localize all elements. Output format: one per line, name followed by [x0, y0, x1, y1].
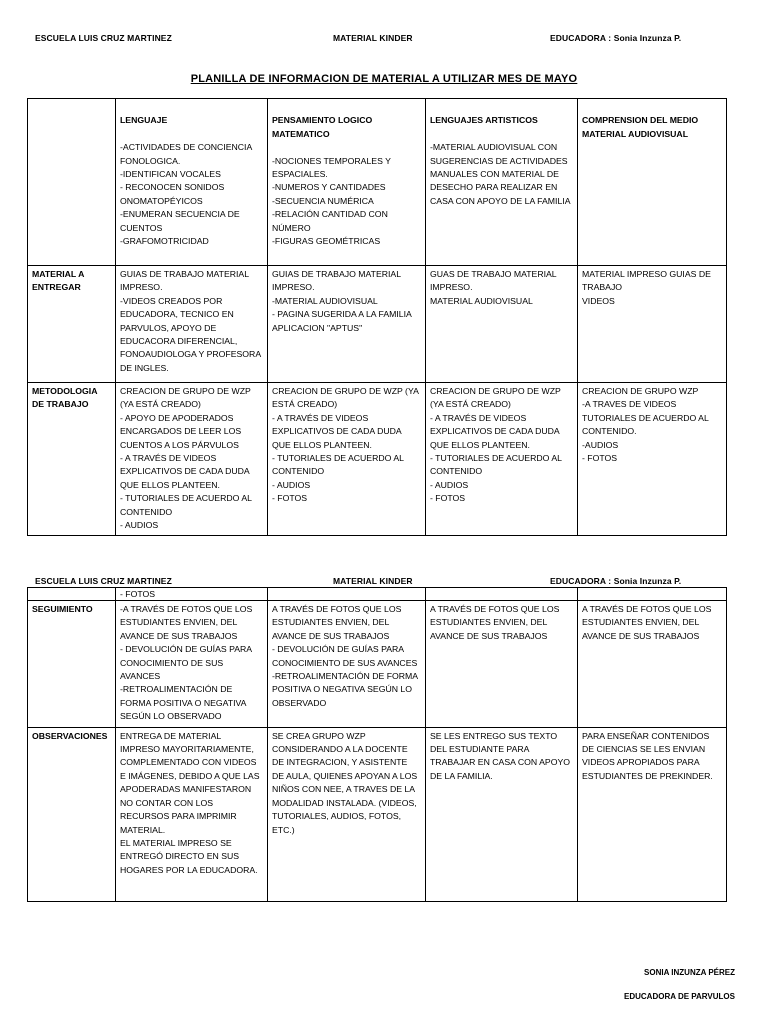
column-header: LENGUAJES ARTISTICOS: [430, 115, 538, 126]
empty-cell: [268, 588, 426, 601]
column-detail: -ACTIVIDADES DE CONCIENCIA FONOLOGICA. -IDENTIFICAN VOCALES - RECONOCEN SONIDOS ONOMATOPÉYICOS -ENUMERAN SECUENCIA DE CUENTOS -GRAFOMOTRICIDAD: [120, 142, 252, 247]
table-cell: A TRAVÉS DE FOTOS QUE LOS ESTUDIANTES ENVIEN, DEL AVANCE DE SUS TRABAJOS: [578, 601, 727, 728]
followup-table: [27, 587, 727, 902]
column-comprension-medio: [578, 99, 727, 266]
educator-name: EDUCADORA : Sonia Inzunza P.: [550, 33, 682, 43]
material-label: MATERIAL KINDER: [333, 576, 413, 586]
table-cell: GUIAS DE TRABAJO MATERIAL IMPRESO. -MATERIAL AUDIOVISUAL - PAGINA SUGERIDA A LA FAMILIA APLICACION "APTUS": [268, 265, 426, 382]
school-name: ESCUELA LUIS CRUZ MARTINEZ: [35, 33, 172, 43]
table-row: [28, 265, 727, 382]
table-cell: SE LES ENTREGO SUS TEXTO DEL ESTUDIANTE PARA TRABAJAR EN CASA CON APOYO DE LA FAMILIA.: [426, 727, 578, 901]
table-row: [28, 601, 727, 728]
table-cell: CREACION DE GRUPO DE WZP (YA ESTÁ CREADO) - A TRAVÉS DE VIDEOS EXPLICATIVOS DE CADA DUDA QUE ELLOS PLANTEEN. - TUTORIALES DE ACUERDO AL CONTENIDO - AUDIOS - FOTOS: [268, 382, 426, 535]
column-header: COMPRENSION DEL MEDIO MATERIAL AUDIOVISUAL: [582, 115, 699, 139]
continuation-row: [28, 588, 727, 601]
column-header: LENGUAJE: [120, 115, 168, 126]
table-cell: GUAS DE TRABAJO MATERIAL IMPRESO. MATERIAL AUDIOVISUAL: [426, 265, 578, 382]
table-cell: CREACION DE GRUPO DE WZP (YA ESTÁ CREADO) - A TRAVÉS DE VIDEOS EXPLICATIVOS DE CADA DUDA QUE ELLOS PLANTEEN. - TUTORIALES DE ACUERDO AL CONTENIDO - AUDIOS - FOTOS: [426, 382, 578, 535]
material-label: MATERIAL KINDER: [333, 33, 413, 43]
corner-cell: [28, 99, 116, 266]
table-header-row: [28, 99, 727, 266]
table-row: [28, 382, 727, 535]
column-pensamiento-logico: [268, 99, 426, 266]
column-detail: -MATERIAL AUDIOVISUAL CON SUGERENCIAS DE ACTIVIDADES MANUALES CON MATERIAL DE DESECHO PARA REALIZAR EN CASA CON APOYO DE LA FAMILIA: [430, 142, 571, 206]
signature-name: SONIA INZUNZA PÉREZ: [644, 968, 735, 977]
empty-cell: [28, 588, 116, 601]
material-table: [27, 98, 727, 536]
table-cell: SE CREA GRUPO WZP CONSIDERANDO A LA DOCENTE DE INTEGRACION, Y ASISTENTE DE AULA, QUIENES APOYAN A LOS NIÑOS CON NEE, A TRAVES DE LA MODALIDAD INSTALADA. (VIDEOS, TUTORIALES, AUDIOS, FOTOS, ETC.): [268, 727, 426, 901]
column-detail: -NOCIONES TEMPORALES Y ESPACIALES. -NUMEROS Y CANTIDADES -SECUENCIA NUMÉRICA -RELACIÓN CANTIDAD CON NÚMERO -FIGURAS GEOMÉTRICAS: [272, 155, 391, 247]
row-label-material: MATERIAL A ENTREGAR: [28, 265, 116, 382]
table-cell: A TRAVÉS DE FOTOS QUE LOS ESTUDIANTES ENVIEN, DEL AVANCE DE SUS TRABAJOS: [426, 601, 578, 728]
table-cell: -A TRAVÉS DE FOTOS QUE LOS ESTUDIANTES ENVIEN, DEL AVANCE DE SUS TRABAJOS - DEVOLUCIÓN DE GUÍAS PARA CONOCIMIENTO DE SUS AVANCES -RETROALIMENTACIÓN DE FORMA POSITIVA O NEGATIVA SEGÚN LO OBSERVADO: [116, 601, 268, 728]
table-row: [28, 727, 727, 901]
table-cell: ENTREGA DE MATERIAL IMPRESO MAYORITARIAMENTE, COMPLEMENTADO CON VIDEOS E IMÁGENES, DEBIDO A QUE LAS APODERADAS MANIFESTARON NO CONTAR CON LOS RECURSOS PARA IMPRIMIR MATERIAL. EL MATERIAL IMPRESO SE ENTREGÓ DIRECTO EN SUS HOGARES POR LA EDUCADORA.: [116, 727, 268, 901]
signature-role: EDUCADORA DE PARVULOS: [624, 992, 735, 1001]
row-label-observaciones: OBSERVACIONES: [28, 727, 116, 901]
table-cell: CREACION DE GRUPO WZP -A TRAVES DE VIDEOS TUTORIALES DE ACUERDO AL CONTENIDO. -AUDIOS - FOTOS: [578, 382, 727, 535]
table-cell: GUIAS DE TRABAJO MATERIAL IMPRESO. -VIDEOS CREADOS POR EDUCADORA, TECNICO EN PARVULOS, APOYO DE EDUCACORA DIFERENCIAL, FONOAUDIOLOGA Y PROFESORA DE INGLES.: [116, 265, 268, 382]
table-cell: A TRAVÉS DE FOTOS QUE LOS ESTUDIANTES ENVIEN, DEL AVANCE DE SUS TRABAJOS - DEVOLUCIÓN DE GUÍAS PARA CONOCIMIENTO DE SUS AVANCES -RETROALIMENTACIÓN DE FORMA POSITIVA O NEGATIVA SEGÚN LO OBSERVADO: [268, 601, 426, 728]
educator-name: EDUCADORA : Sonia Inzunza P.: [550, 576, 682, 586]
column-header: PENSAMIENTO LOGICO MATEMATICO: [272, 115, 373, 139]
table-cell: CREACION DE GRUPO DE WZP (YA ESTÁ CREADO) - APOYO DE APODERADOS ENCARGADOS DE LEER LOS CUENTOS A LOS PÁRVULOS - A TRAVÉS DE VIDEOS EXPLICATIVOS DE CADA DUDA QUE ELLOS PLANTEEN. - TUTORIALES DE ACUERDO AL CONTENIDO - AUDIOS: [116, 382, 268, 535]
empty-cell: [578, 588, 727, 601]
page-header: [0, 33, 768, 47]
row-label-metodologia: METODOLOGIA DE TRABAJO: [28, 382, 116, 535]
column-lenguajes-artisticos: [426, 99, 578, 266]
school-name: ESCUELA LUIS CRUZ MARTINEZ: [35, 576, 172, 586]
empty-cell: [426, 588, 578, 601]
table-cell: MATERIAL IMPRESO GUIAS DE TRABAJO VIDEOS: [578, 265, 727, 382]
document-title: PLANILLA DE INFORMACION DE MATERIAL A UTILIZAR MES DE MAYO: [190, 73, 578, 85]
table-cell: PARA ENSEÑAR CONTENIDOS DE CIENCIAS SE LES ENVIAN VIDEOS APROPIADOS PARA ESTUDIANTES DE PREKINDER.: [578, 727, 727, 901]
row-label-seguimiento: SEGUIMIENTO: [28, 601, 116, 728]
continuation-cell: - FOTOS: [116, 588, 268, 601]
column-lenguaje: [116, 99, 268, 266]
